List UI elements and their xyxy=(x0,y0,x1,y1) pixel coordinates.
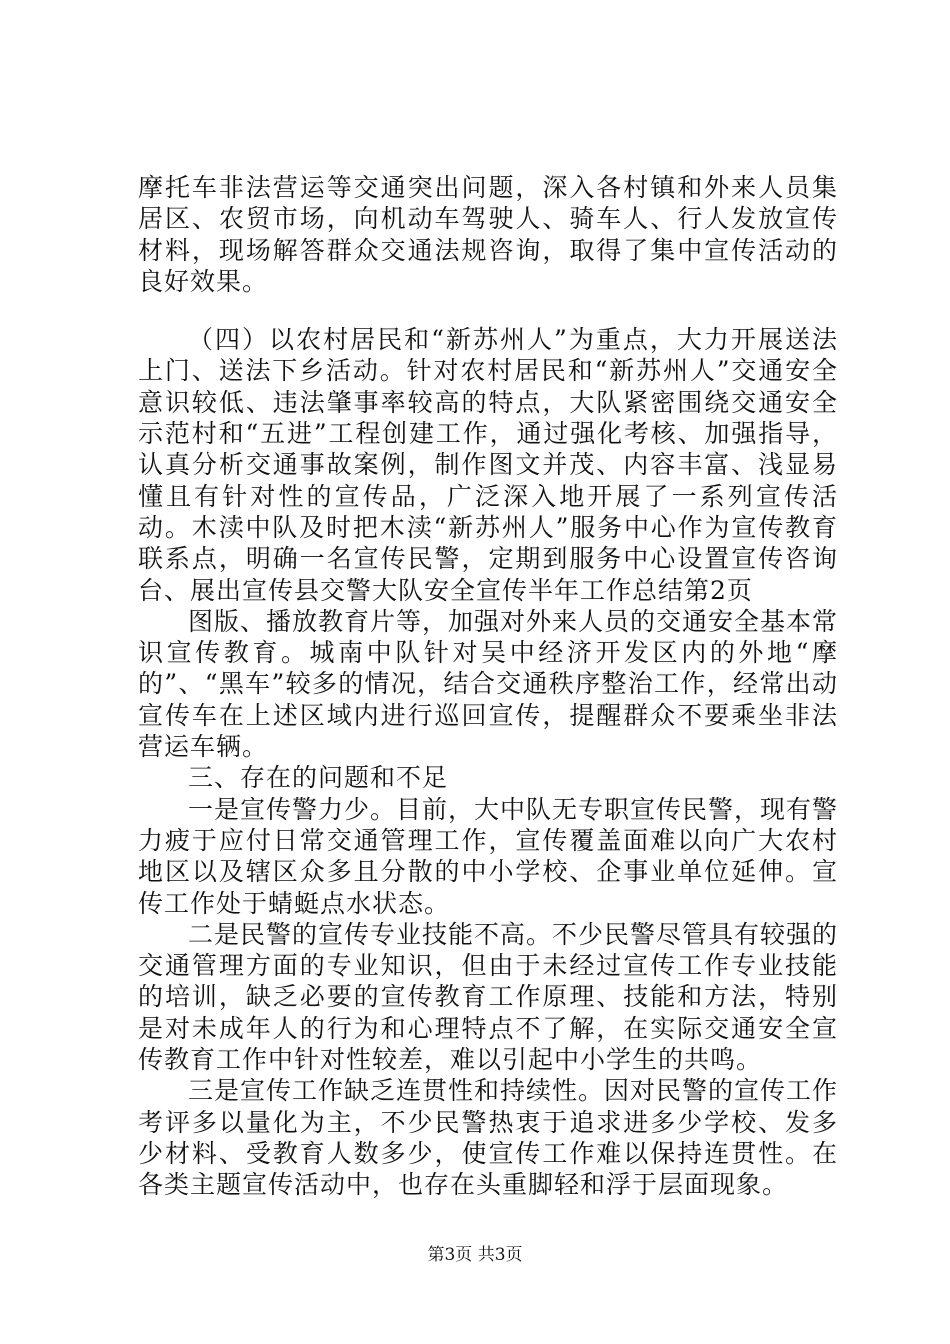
document-body xyxy=(138,172,838,1201)
paragraph-section-four: （四）以农村居民和“新苏州人”为重点，大力开展送法上门、送法下乡活动。针对农村居民和“新苏州人”交通安全意识较低、违法肇事率较高的特点，大队紧密围绕交通安全示范村和“五进”工程创建工作，通过强化考核、加强指导，认真分析交通事故案例，制作图文并茂、内容丰富、浅显易懂且有针对性的宣传品，广泛深入地开展了一系列宣传活动。木渎中队及时把木渎“新苏州人”服务中心作为宣传教育联系点，明确一名宣传民警，定期到服务中心设置宣传咨询台、展出宣传县交警大队安全宣传半年工作总结第2页 xyxy=(138,325,838,605)
paragraph-problem-two: 二是民警的宣传专业技能不高。不少民警尽管具有较强的交通管理方面的专业知识，但由于未经过宣传工作专业技能的培训，缺乏必要的宣传教育工作原理、技能和方法，特别是对未成年人的行为和心理特点不了解，在实际交通安全宣传教育工作中针对性较差，难以引起中小学生的共鸣。 xyxy=(138,919,839,1075)
paragraph-problem-three: 三是宣传工作缺乏连贯性和持续性。因对民警的宣传工作考评多以量化为主，不少民警热衷于追求进多少学校、发多少材料、受教育人数多少，使宣传工作难以保持连贯性。在各类主题宣传活动中，也存在头重脚轻和浮于层面现象。 xyxy=(138,1076,839,1200)
section-heading-problems: 三、存在的问题和不足 xyxy=(188,763,449,793)
page-number-footer: 第3页 共3页 xyxy=(427,1245,523,1265)
paragraph-problem-one: 一是宣传警力少。目前，大中队无专职宣传民警，现有警力疲于应付日常交通管理工作，宣传覆盖面难以向广大农村地区以及辖区众多且分散的中小学校、企事业单位延伸。宣传工作处于蜻蜓点水状态。 xyxy=(138,794,839,918)
paragraph-continuation: 摩托车非法营运等交通突出问题，深入各村镇和外来人员集居区、农贸市场，向机动车驾驶人、骑车人、行人发放宣传材料，现场解答群众交通法规咨询，取得了集中宣传活动的良好效果。 xyxy=(138,173,838,296)
paragraph-section-four-continued: 图版、播放教育片等，加强对外来人员的交通安全基本常识宣传教育。城南中队针对吴中经济开发区内的外地“摩的”、“黑车”较多的情况，结合交通秩序整治工作，经常出动宣传车在上述区域内进行巡回宣传，提醒群众不要乘坐非法营运车辆。 xyxy=(138,606,839,762)
